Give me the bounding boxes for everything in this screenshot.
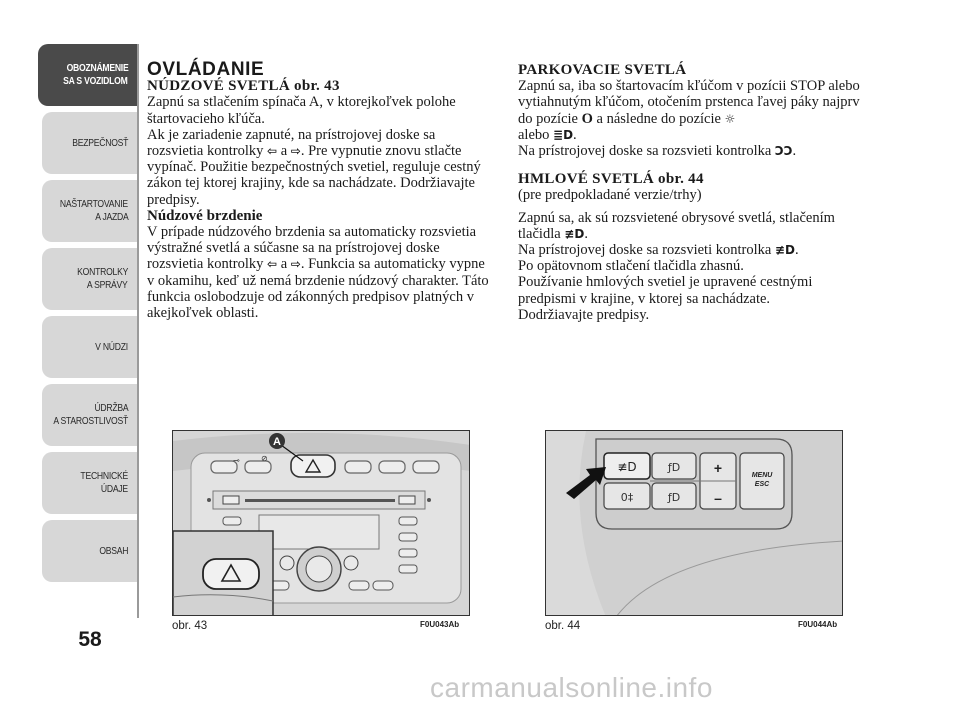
svg-text:ƒD: ƒD: [667, 491, 681, 504]
front-fog-light-icon: ≢D: [774, 243, 795, 258]
tab-udrzba[interactable]: ÚDRŽBA A STAROSTLIVOSŤ: [42, 384, 138, 446]
turn-right-indicator-icon: ⇨: [290, 144, 301, 159]
low-beam-position-icon: ≣D: [553, 127, 574, 142]
hazard-paragraph-2: Ak je zariadenie zapnuté, na prístrojovej doske sa rozsvietia kontrolky ⇦ a ⇨. Pre vypnutie znovu stlačte vypínač. Použitie bezpečnostných svetiel, reguluje cestný zákon tej ktorej krajiny, kde sa nachádzate. Dodržiavajte predpisy.: [147, 126, 481, 208]
svg-text:⊸: ⊸: [233, 456, 240, 465]
turn-left-indicator-icon: ⇦: [267, 257, 278, 272]
section-heading-hazard: NÚDZOVÉ SVETLÁ obr. 43: [147, 78, 340, 95]
tab-technicke-udaje[interactable]: TECHNICKÉ ÚDAJE: [42, 452, 138, 514]
side-light-position-icon: ☼: [724, 111, 736, 126]
figure-44-light-switches: [545, 430, 843, 616]
tab-kontrolky[interactable]: KONTROLKY A SPRÁVY: [42, 248, 138, 310]
figure-44-label: obr. 44: [545, 620, 581, 632]
section-heading-emergency-braking: Núdzové brzdenie: [147, 207, 263, 224]
fog-lights-paragraph: Zapnú sa, ak sú rozsvietené obrysové svetlá, stlačením tlačidla ≢D. Na prístrojovej doske sa rozsvieti kontrolka ≢D. Po opätovnom stlačení tlačidla zhasnú. Používanie hmlových svetiel je upravené cestnými predpismi v krajine, v ktorej sa nachádzate. Dodržiavajte predpisy.: [518, 209, 835, 323]
side-lights-telltale-icon: ƆƆ: [774, 144, 793, 159]
fog-lights-subtitle: (pre predpokladané verzie/trhy): [518, 187, 702, 204]
figure-44-code: F0U044Ab: [798, 620, 838, 629]
figure-43-code: F0U043Ab: [420, 620, 460, 629]
site-watermark: carmanualsonline.info: [430, 672, 713, 703]
svg-text:⊘: ⊘: [261, 454, 268, 463]
parking-lights-paragraph: Zapnú sa, iba so štartovacím kľúčom v pozícii STOP alebo vytiahnutým kľúčom, otočením prstenca ľavej páky najprv do pozície O a následne do pozície ☼ alebo ≣D. Na prístrojovej doske sa rozsvieti kontrolka ƆƆ.: [518, 78, 860, 160]
turn-left-indicator-icon: ⇦: [267, 144, 278, 159]
sidebar-divider: [137, 44, 139, 618]
tab-v-nudzi[interactable]: V NÚDZI: [42, 316, 138, 378]
light-switch-panel-illustration: [546, 431, 843, 616]
page-title: OVLÁDANIE: [147, 59, 265, 80]
hazard-paragraph-1: Zapnú sa stlačením spínača A, v ktorejkoľvek polohe štartovacieho kľúča.: [147, 94, 456, 127]
svg-text:A: A: [273, 436, 281, 448]
left-column: [147, 59, 492, 322]
emergency-braking-paragraph: V prípade núdzového brzdenia sa automaticky rozsvietia výstražné svetlá a súčasne sa na prístrojovej doske rozsvietia kontrolky ⇦ a ⇨. Funkcia sa automaticky vypne v okamihu, keď už nemá brzdenie núdzový charakter. Táto funkcia oslobodzuje od zákonných predpisov platných v akejkoľvek oblasti.: [147, 224, 489, 322]
tab-bezpecnost[interactable]: BEZPEČNOSŤ: [42, 112, 138, 174]
dashboard-illustration: [173, 431, 470, 616]
figure-43-dashboard: [172, 430, 470, 616]
svg-text:≢D: ≢D: [617, 460, 637, 474]
svg-text:0‡: 0‡: [620, 491, 634, 504]
front-fog-light-icon: ≢D: [564, 226, 585, 241]
svg-text:ƒD: ƒD: [667, 461, 681, 474]
page-number: 58: [78, 628, 102, 651]
svg-text:ESC: ESC: [754, 481, 770, 488]
right-column: [518, 62, 863, 323]
tab-nastartovanie[interactable]: NAŠTARTOVANIE A JAZDA: [42, 180, 138, 242]
svg-text:–: –: [714, 490, 722, 506]
tab-oboznamenie[interactable]: OBOZNÁMENIE SA S VOZIDLOM: [38, 44, 138, 106]
tab-obsah[interactable]: OBSAH: [42, 520, 138, 582]
svg-text:+: +: [713, 460, 723, 476]
turn-right-indicator-icon: ⇨: [290, 257, 301, 272]
svg-text:MENU: MENU: [751, 472, 773, 479]
section-heading-fog-lights: HMLOVÉ SVETLÁ obr. 44: [518, 171, 704, 188]
section-heading-parking-lights: PARKOVACIE SVETLÁ: [518, 62, 687, 78]
figure-43-label: obr. 43: [172, 620, 208, 632]
hazard-switch[interactable]: [291, 455, 335, 477]
